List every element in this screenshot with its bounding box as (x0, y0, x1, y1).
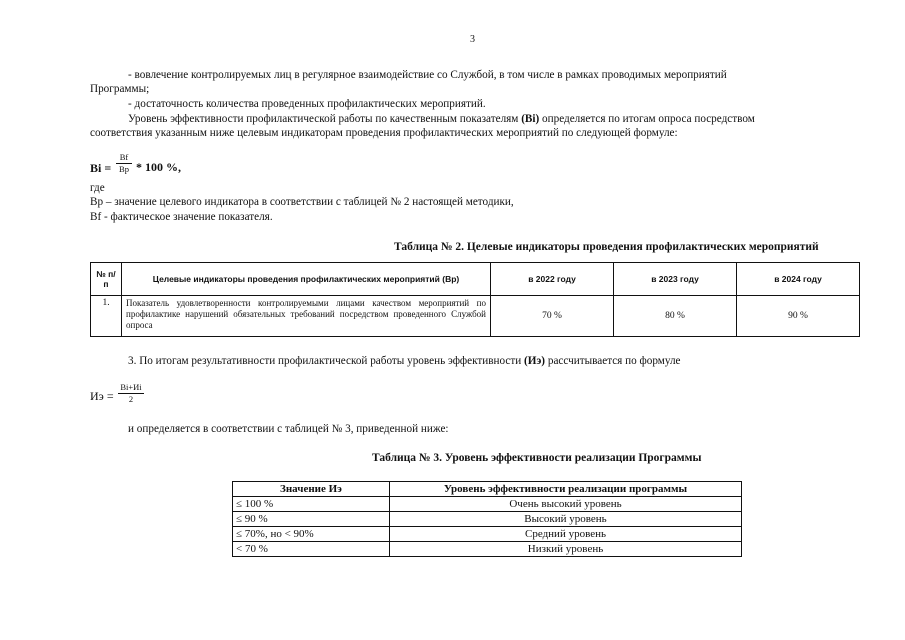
table3-cell-value: ≤ 70%, но < 90% (233, 527, 390, 542)
table2-header-indicator: Целевые индикаторы проведения профилактических мероприятий (Bp) (122, 263, 491, 296)
table3-cell-level: Низкий уровень (390, 542, 742, 557)
table2-header-2024: в 2024 году (737, 263, 860, 296)
paragraph-efficiency-line1 (128, 113, 755, 125)
table2-header-num: № п/п (91, 263, 122, 296)
table2-header-row (91, 263, 860, 296)
table3-cell-value: ≤ 90 % (233, 512, 390, 527)
paragraph-involvement-cont: Программы; (90, 83, 150, 95)
table-row (233, 527, 742, 542)
ie-symbol: (Иэ) (524, 355, 546, 367)
table2-cell-2023: 80 % (614, 296, 737, 337)
bi-symbol: (Bi) (521, 113, 540, 125)
formula1-denominator: Bp (119, 163, 129, 174)
result-text-tail: рассчитывается по формуле (547, 355, 681, 367)
paragraph-table3-ref: и определяется в соответствии с таблицей № 3, приведенной ниже: (128, 423, 449, 435)
table2-cell-indicator: Показатель удовлетворенности контролируемыми лицами качеством мероприятий по профилактике нарушений обязательных требований посредством проведенного Службой опроса (122, 296, 491, 337)
table3-caption: Таблица № 3. Уровень эффективности реализации Программы (372, 452, 702, 464)
table2-header-2023: в 2023 году (614, 263, 737, 296)
table3-header-value: Значение Иэ (233, 482, 390, 497)
formula2-lhs: Иэ = (90, 389, 114, 403)
table2-caption: Таблица № 2. Целевые индикаторы проведения профилактических мероприятий (394, 241, 819, 253)
table3-header-row (233, 482, 742, 497)
formula1-tail: * 100 %, (136, 160, 181, 174)
table3-cell-value: < 70 % (233, 542, 390, 557)
table-row (233, 512, 742, 527)
table-row (91, 296, 860, 337)
table2 (90, 262, 860, 337)
table3-cell-level: Высокий уровень (390, 512, 742, 527)
table2-header-2022: в 2022 году (491, 263, 614, 296)
table3 (232, 481, 742, 557)
definition-bf: Bf - фактическое значение показателя. (90, 211, 273, 223)
table3-header-level: Уровень эффективности реализации программы (390, 482, 742, 497)
paragraph-involvement: - вовлечение контролируемых лиц в регулярное взаимодействие со Службой, в том числе в рамках проводимых мероприятий (128, 69, 727, 81)
where-label: где (90, 182, 105, 194)
table2-cell-num: 1. (91, 296, 122, 337)
paragraph-result (128, 355, 681, 367)
table2-cell-2022: 70 % (491, 296, 614, 337)
table3-cell-level: Очень высокий уровень (390, 497, 742, 512)
formula1-numerator: Bf (119, 152, 129, 162)
paragraph-sufficiency: - достаточность количества проведенных профилактических мероприятий. (128, 98, 486, 110)
table-row (233, 497, 742, 512)
definition-bp: Bp – значение целевого индикатора в соответствии с таблицей № 2 настоящей методики, (90, 196, 514, 208)
table2-cell-2024: 90 % (737, 296, 860, 337)
formula1-fraction (116, 153, 132, 173)
efficiency-text-tail: определяется по итогам опроса посредством (542, 113, 755, 125)
formula1-lhs: Bi = (90, 161, 112, 175)
formula2-fraction (118, 383, 144, 403)
table-row (233, 542, 742, 557)
table3-cell-value: ≤ 100 % (233, 497, 390, 512)
paragraph-efficiency-line2: соответствия указанным ниже целевым индикаторам проведения профилактических мероприятий по следующей формуле: (90, 127, 678, 139)
formula2-denominator: 2 (128, 393, 134, 404)
efficiency-text: Уровень эффективности профилактической работы по качественным показателям (128, 113, 519, 125)
formula2-numerator: Bi+Иi (120, 382, 142, 392)
page-number: 3 (470, 34, 475, 45)
result-text: 3. По итогам результативности профилактической работы уровень эффективности (128, 355, 522, 367)
table3-cell-level: Средний уровень (390, 527, 742, 542)
